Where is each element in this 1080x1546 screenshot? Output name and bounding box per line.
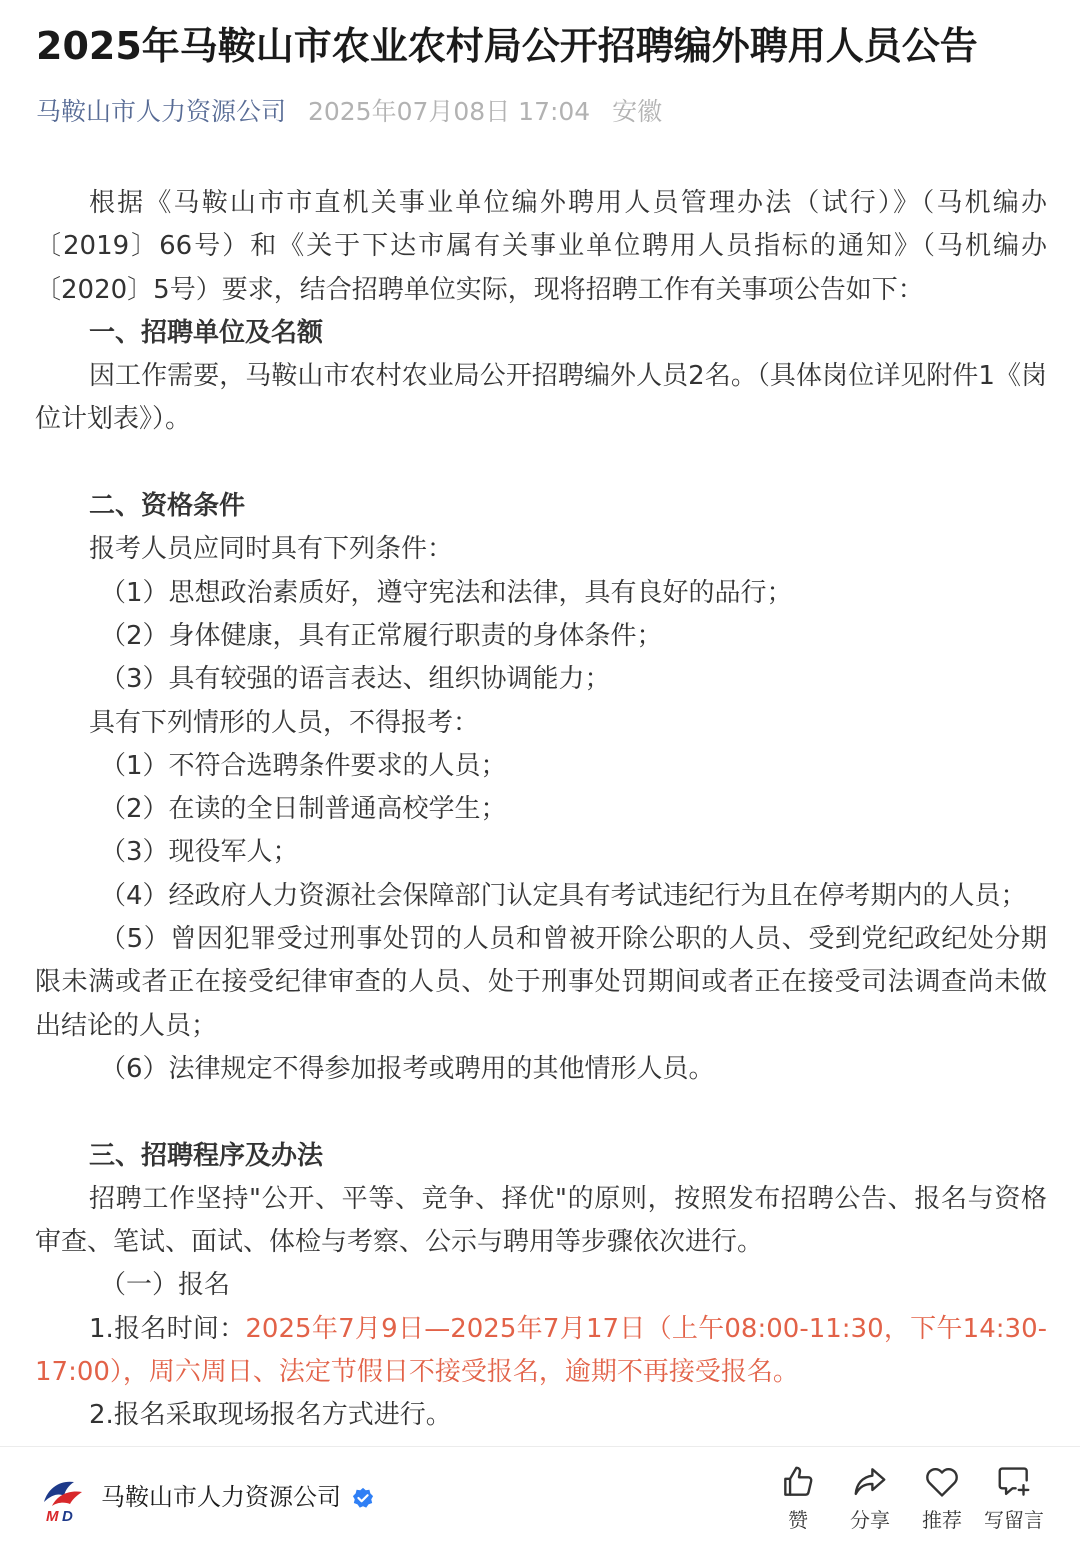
exclusion-item: （4）经政府人力资源社会保障部门认定具有考试违纪行为且在停考期内的人员； (100, 880, 1027, 911)
publish-date: 2025年07月08日 17:04 (307, 97, 591, 126)
author-link[interactable]: 马鞍山市人力资源公司 (36, 97, 287, 126)
like-label: 赞 (788, 1508, 808, 1532)
like-button[interactable] (760, 1463, 836, 1533)
article-meta (36, 92, 662, 132)
subsection-registration: （一）报名 (100, 1270, 231, 1301)
bottom-bar (0, 1447, 1080, 1546)
share-button[interactable] (832, 1463, 908, 1533)
exclusion-item: （3）现役军人； (100, 837, 299, 868)
heart-icon (923, 1463, 961, 1501)
exclusions-lead: 具有下列情形的人员，不得报考： (89, 707, 480, 738)
share-icon (851, 1463, 889, 1501)
account-name[interactable]: 马鞍山市人力资源公司 (101, 1483, 341, 1511)
registration-time-value: 2025年7月9日—2025年7月17日（上午08:00-11:30，下午14:30-17:00），周六周日、法定节假日不接受报名，逾期不再接受报名。 (35, 1313, 1047, 1388)
section-1-heading: 一、招聘单位及名额 (89, 317, 324, 348)
svg-text:M: M (46, 1508, 59, 1524)
exclusion-item: （1）不符合选聘条件要求的人员； (100, 750, 507, 781)
write-comment-label: 写留言 (984, 1508, 1044, 1532)
exclusion-item: （5）曾因犯罪受过刑事处罚的人员和曾被开除公职的人员、受到党纪政纪处分期限未满或者正在接受纪律审查的人员、处于刑事处罚期间或者正在接受司法调查尚未做出结论的人员； (35, 924, 1047, 1041)
logo-icon[interactable] (38, 1472, 88, 1524)
requirement-item: （2）身体健康，具有正常履行职责的身体条件； (100, 620, 663, 651)
article-body (35, 182, 1047, 1438)
exclusion-item: （6）法律规定不得参加报考或聘用的其他情形人员。 (100, 1053, 715, 1084)
section-3-heading: 三、招聘程序及办法 (89, 1140, 324, 1171)
registration-time-label: 1.报名时间： (89, 1313, 246, 1344)
registration-time (35, 1308, 1047, 1395)
write-comment-button[interactable] (976, 1463, 1052, 1533)
recommend-label: 推荐 (922, 1508, 962, 1532)
requirements-lead: 报考人员应同时具有下列条件： (89, 534, 454, 565)
requirement-item: （1）思想政治素质好，遵守宪法和法律，具有良好的品行； (100, 577, 793, 608)
publish-region: 安徽 (612, 97, 663, 126)
thumbs-up-icon (779, 1463, 817, 1501)
comment-icon (995, 1463, 1033, 1501)
section-3-text: 招聘工作坚持"公开、平等、竞争、择优"的原则，按照发布招聘公告、报名与资格审查、笔试、面试、体检与考察、公示与聘用等步骤依次进行。 (35, 1183, 1047, 1258)
section-2-heading: 二、资格条件 (89, 491, 246, 522)
recommend-button[interactable] (904, 1463, 980, 1533)
svg-text:D: D (62, 1508, 73, 1524)
share-label: 分享 (850, 1508, 890, 1532)
article-title: 2025年马鞍山市农业农村局公开招聘编外聘用人员公告 (36, 24, 978, 68)
exclusion-item: （2）在读的全日制普通高校学生； (100, 794, 507, 825)
verified-icon (352, 1487, 374, 1509)
registration-method-partial: 2.报名采取现场报名方式进行。 (89, 1400, 452, 1431)
section-1-text: 因工作需要，马鞍山市农村农业局公开招聘编外人员2名。（具体岗位详见附件1《岗位计划表》）。 (35, 361, 1047, 435)
intro-paragraph: 根据《马鞍山市市直机关事业单位编外聘用人员管理办法（试行）》（马机编办〔2019〕66号）和《关于下达市属有关事业单位聘用人员指标的通知》（马机编办〔2020〕5号）要求，结合招聘单位实际，现将招聘工作有关事项公告如下： (35, 188, 1047, 305)
requirement-item: （3）具有较强的语言表达、组织协调能力； (100, 664, 611, 695)
